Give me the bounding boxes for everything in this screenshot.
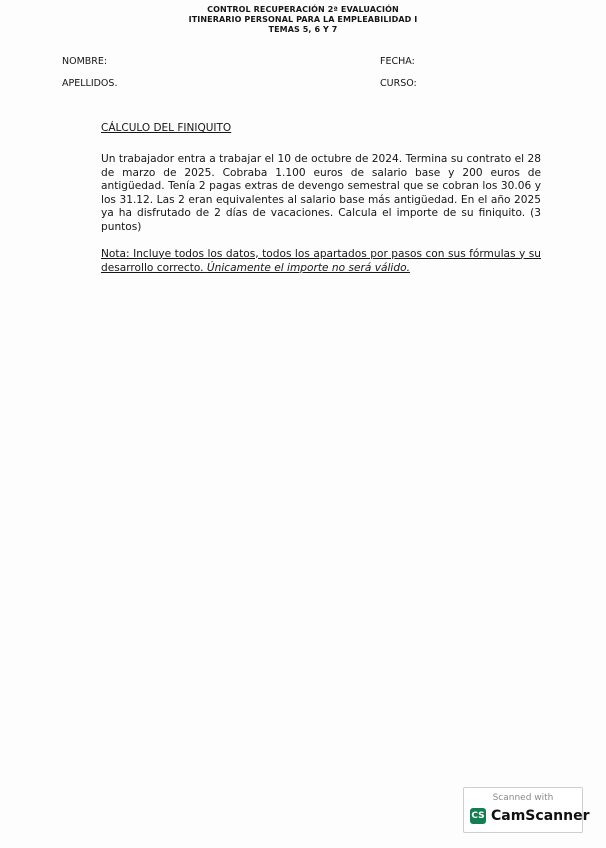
camscanner-name: CamScanner [491,808,590,824]
header-topics: TEMAS 5, 6 Y 7 [268,25,338,34]
exercise-section [101,121,541,275]
exercise-note [101,247,541,275]
note-italic-text: Únicamente el importe no será válido. [206,261,410,274]
header-subject: ITINERARIO PERSONAL PARA LA EMPLEABILIDAD I [188,15,418,24]
header-title: CONTROL RECUPERACIÓN 2ª EVALUACIÓN [207,5,399,14]
fecha-label: FECHA: [380,56,415,67]
exam-header [0,5,606,35]
section-title: CÁLCULO DEL FINIQUITO [101,122,232,134]
exercise-statement: Un trabajador entra a trabajar el 10 de octubre de 2024. Termina su contrato el 28 de marzo de 2025. Cobraba 1.100 euros de salario base y 200 euros de antigüedad. Tenía 2 pagas extras de devengo semestral que se cobran los 30.06 y los 31.12. Las 2 eran equivalentes al salario base más antigüedad. En el año 2025 ya ha disfrutado de 2 días de vacaciones. Calcula el importe de su finiquito. (3 puntos) [101,153,541,233]
scanned-with-text: Scanned with [492,793,554,803]
note-text: Nota: Incluye todos los datos, todos los apartados por pasos con sus fórmulas y su desarrollo correcto. [101,247,541,274]
apellidos-label: APELLIDOS. [62,78,118,89]
curso-label: CURSO: [380,78,417,89]
camscanner-watermark [463,787,590,833]
nombre-label: NOMBRE: [62,56,108,67]
camscanner-logo [470,808,589,824]
camscanner-icon: CS [470,808,486,824]
